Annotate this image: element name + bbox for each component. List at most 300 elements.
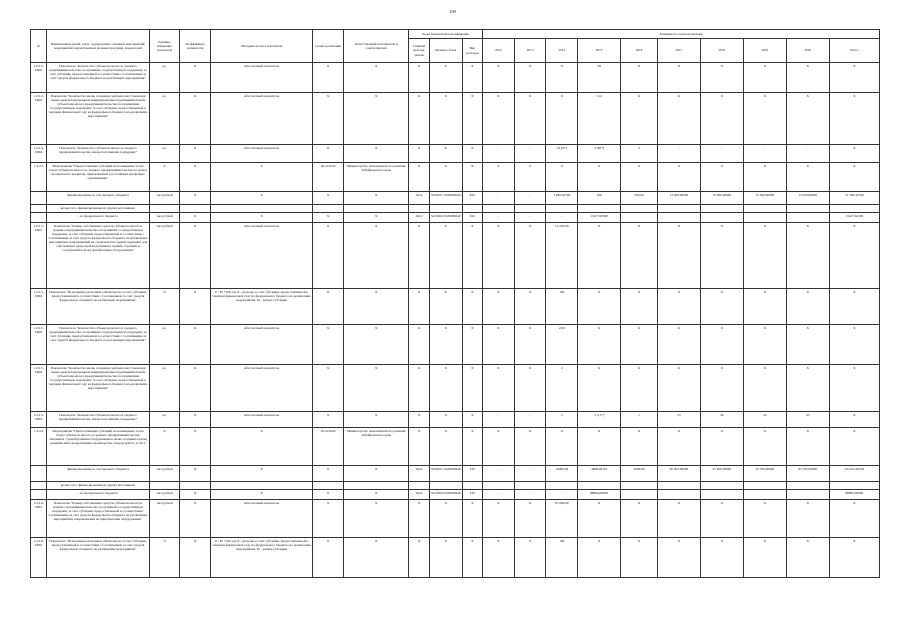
table-row bbox=[31, 325, 880, 365]
row-target: 5415064 0320280640 bbox=[429, 490, 462, 500]
row-total: X bbox=[829, 365, 879, 412]
row-year-value: 100 bbox=[546, 289, 578, 325]
col-values-group: Значения по годам реализации bbox=[483, 30, 880, 39]
col-resp: Ответственный исполнитель и соисполнители bbox=[343, 30, 408, 63]
row-year-value: X bbox=[743, 365, 786, 412]
row-year-value bbox=[621, 482, 658, 490]
table-row bbox=[31, 192, 880, 205]
row-year-value bbox=[514, 482, 546, 490]
row-code bbox=[31, 482, 47, 490]
row-method bbox=[210, 482, 312, 490]
row-year-value: 1 bbox=[621, 412, 658, 428]
row-year-value: 2,00 bbox=[546, 325, 578, 365]
row-year-value: 2 bbox=[546, 365, 578, 412]
row-year-value: 12 000,00000 bbox=[700, 192, 743, 205]
table-row bbox=[31, 213, 880, 223]
row-year-value: - bbox=[483, 490, 515, 500]
row-chief: X bbox=[409, 223, 429, 289]
row-term: X bbox=[313, 223, 344, 289]
row-year-value: X bbox=[743, 63, 786, 93]
row-year-value bbox=[657, 482, 700, 490]
row-coef: X bbox=[180, 412, 211, 428]
row-code bbox=[31, 466, 47, 482]
row-year-value: - bbox=[514, 192, 546, 205]
row-year-value: X bbox=[657, 538, 700, 578]
row-resp: X bbox=[343, 289, 408, 325]
row-exp: 810 bbox=[462, 466, 482, 482]
row-year-value: X bbox=[621, 325, 658, 365]
row-exp: X bbox=[462, 365, 482, 412]
row-year-value: 53 795,00000 bbox=[743, 466, 786, 482]
page-number: 109 bbox=[449, 9, 456, 14]
row-term: X bbox=[313, 145, 344, 163]
row-code bbox=[31, 205, 47, 213]
col-year: 2020 bbox=[786, 39, 829, 63]
row-exp: X bbox=[462, 538, 482, 578]
row-term: X bbox=[313, 466, 344, 482]
row-year-value: X bbox=[700, 428, 743, 466]
col-target: Целевая статья bbox=[429, 39, 462, 63]
row-year-value: X bbox=[483, 223, 515, 289]
row-target: X bbox=[429, 163, 462, 192]
row-year-value: X bbox=[546, 428, 578, 466]
row-term: X bbox=[313, 538, 344, 578]
row-coef: X bbox=[180, 466, 211, 482]
row-year-value: 19 (6*) bbox=[546, 145, 578, 163]
row-year-value: X bbox=[621, 365, 658, 412]
row-total: 221615,26316 bbox=[829, 466, 879, 482]
row-target: X bbox=[429, 223, 462, 289]
row-year-value bbox=[700, 213, 743, 223]
row-year-value: X bbox=[743, 538, 786, 578]
row-unit bbox=[149, 482, 180, 490]
row-term: 2014-2020 bbox=[313, 163, 344, 192]
row-year-value: - bbox=[514, 213, 546, 223]
row-year-value: X bbox=[657, 428, 700, 466]
row-resp bbox=[343, 482, 408, 490]
row-year-value: X bbox=[743, 325, 786, 365]
row-year-value: 63 795,00000 bbox=[786, 466, 829, 482]
row-exp: 810 bbox=[462, 213, 482, 223]
row-target: X bbox=[429, 365, 462, 412]
row-exp bbox=[462, 482, 482, 490]
row-name: - из федерального бюджета bbox=[47, 213, 149, 223]
row-code bbox=[31, 490, 47, 500]
row-year-value: X bbox=[483, 538, 515, 578]
row-unit: тыс.рублей bbox=[149, 223, 180, 289]
row-year-value: X bbox=[657, 365, 700, 412]
row-year-value: X bbox=[700, 63, 743, 93]
row-year-value: 88900,00000 bbox=[578, 490, 621, 500]
row-resp: X bbox=[343, 145, 408, 163]
row-total: X bbox=[829, 163, 879, 192]
row-name: Показатель "Исполнение расходных обязательств за счет субсидии, предоставленной в соответствии с Соглашением за счет средств федерального бюджета на реализацию мероприятия" bbox=[47, 289, 149, 325]
col-year: 2013 bbox=[514, 39, 546, 63]
row-method: Абсолютный показатель bbox=[210, 223, 312, 289]
row-year-value: 45 bbox=[743, 412, 786, 428]
row-term bbox=[313, 482, 344, 490]
row-year-value: - bbox=[514, 412, 546, 428]
row-term: X bbox=[313, 192, 344, 205]
row-unit bbox=[149, 205, 180, 213]
row-year-value: X bbox=[483, 500, 515, 538]
row-target: X bbox=[429, 500, 462, 538]
header-row-1 bbox=[31, 30, 880, 39]
row-year-value: X bbox=[700, 289, 743, 325]
row-total: X bbox=[829, 428, 879, 466]
row-year-value: - bbox=[483, 213, 515, 223]
row-total: X bbox=[829, 289, 879, 325]
row-exp: X bbox=[462, 428, 482, 466]
row-method bbox=[210, 205, 312, 213]
row-chief: 0412 bbox=[409, 490, 429, 500]
row-target: X bbox=[429, 412, 462, 428]
row-year-value: - bbox=[483, 466, 515, 482]
row-coef: X bbox=[180, 213, 211, 223]
row-year-value: X bbox=[483, 325, 515, 365]
row-chief: X bbox=[409, 145, 429, 163]
row-unit: тыс.рублей bbox=[149, 192, 180, 205]
row-year-value: - bbox=[514, 466, 546, 482]
row-resp: Министерство экономического развития Забайкальского края bbox=[343, 163, 408, 192]
row-year-value: 47 050,00000 bbox=[700, 466, 743, 482]
table-row bbox=[31, 93, 880, 145]
row-total: X bbox=[829, 500, 879, 538]
row-year-value: 40 bbox=[700, 412, 743, 428]
row-unit: % bbox=[149, 289, 180, 325]
row-year-value: X bbox=[700, 93, 743, 145]
row-total: X bbox=[829, 93, 879, 145]
row-total: 51 582,42700 bbox=[829, 192, 879, 205]
row-unit: X bbox=[149, 428, 180, 466]
row-unit: тыс.рублей bbox=[149, 500, 180, 538]
row-target: X bbox=[429, 63, 462, 93]
row-chief: X bbox=[409, 412, 429, 428]
row-resp: X bbox=[343, 93, 408, 145]
row-coef: X bbox=[180, 289, 211, 325]
row-year-value: 45 bbox=[786, 412, 829, 428]
row-year-value: X bbox=[700, 538, 743, 578]
row-unit: тыс.рублей bbox=[149, 213, 180, 223]
row-year-value bbox=[743, 490, 786, 500]
row-method: X bbox=[210, 466, 312, 482]
row-name: Мероприятие "Предоставление субсидий на возмещение части затрат субъектов малого и среднего предпринимательства, связанных с приобретением оборудования в целях создания и (или) развития либо модернизации производства товаров (работ, услуг)" bbox=[47, 428, 149, 466]
row-year-value: X bbox=[546, 63, 578, 93]
row-coef: X bbox=[180, 500, 211, 538]
row-year-value: 2 bbox=[621, 145, 658, 163]
table-row bbox=[31, 223, 880, 289]
row-resp: X bbox=[343, 490, 408, 500]
row-term: X bbox=[313, 213, 344, 223]
row-year-value: X bbox=[621, 428, 658, 466]
row-chief: X bbox=[409, 500, 429, 538]
row-year-value: X bbox=[700, 365, 743, 412]
row-year-value: 40 303,00000 bbox=[657, 466, 700, 482]
row-target: X bbox=[429, 428, 462, 466]
row-coef: X bbox=[180, 63, 211, 93]
row-year-value: X bbox=[514, 325, 546, 365]
row-method: Абсолютный показатель bbox=[210, 500, 312, 538]
row-year-value: X bbox=[657, 325, 700, 365]
row-coef: X bbox=[180, 192, 211, 205]
row-year-value bbox=[700, 490, 743, 500]
col-year: 2018 bbox=[700, 39, 743, 63]
row-method: X bbox=[210, 428, 312, 466]
row-year-value bbox=[621, 205, 658, 213]
row-year-value: 87 600,00 bbox=[546, 500, 578, 538]
row-year-value: X bbox=[483, 428, 515, 466]
row-year-value: X bbox=[786, 289, 829, 325]
row-resp: X bbox=[343, 500, 408, 538]
row-code: 1.2.2.5-ПМ5 bbox=[31, 412, 47, 428]
row-total: X bbox=[829, 63, 879, 93]
row-year-value bbox=[483, 205, 515, 213]
col-coef: Коэффициент значимости bbox=[180, 30, 211, 63]
row-year-value: 3 (85*) bbox=[578, 145, 621, 163]
row-exp: X bbox=[462, 500, 482, 538]
row-term: X bbox=[313, 325, 344, 365]
table-row bbox=[31, 428, 880, 466]
row-year-value: X bbox=[621, 289, 658, 325]
row-year-value: 4668,26316 bbox=[578, 466, 621, 482]
row-resp bbox=[343, 205, 408, 213]
row-method: P / Ps *100, где P - расходы за счет субсидии, предоставленной в текущем финансовом году из федерального бюджета на реализацию мероприятия, Ps - размер субсидии bbox=[210, 289, 312, 325]
table-row bbox=[31, 365, 880, 412]
row-year-value bbox=[700, 482, 743, 490]
row-resp: X bbox=[343, 223, 408, 289]
row-year-value: X bbox=[514, 365, 546, 412]
row-year-value bbox=[546, 482, 578, 490]
row-year-value: 13 500,00000 bbox=[657, 192, 700, 205]
row-year-value: X bbox=[546, 163, 578, 192]
table-row bbox=[31, 205, 880, 213]
row-exp: X bbox=[462, 325, 482, 365]
row-year-value: X bbox=[621, 63, 658, 93]
row-year-value: X bbox=[621, 163, 658, 192]
row-year-value: X bbox=[621, 223, 658, 289]
row-name: Показатель "Исполнение расходных обязательств за счет субсидии, предоставленной в соответствии с Соглашением за счет средств федерального бюджета на реализацию мероприятия" bbox=[47, 538, 149, 578]
row-name: Показатель "Количество субъектов малого и среднего предпринимательства, получивших государственную поддержку за счет субсидии, предоставленной в соответствии с Соглашением за счет средств федерального бюджета на реализацию мероприятия" bbox=[47, 63, 149, 93]
row-method: Абсолютный показатель bbox=[210, 412, 312, 428]
row-exp: 810 bbox=[462, 192, 482, 205]
row-year-value bbox=[621, 490, 658, 500]
table-row bbox=[31, 163, 880, 192]
row-term: 2014-2020 bbox=[313, 428, 344, 466]
row-year-value: X bbox=[786, 365, 829, 412]
row-name: Показатель "Количество субъектов малого и среднего предпринимательства, вновь получивших поддержку" bbox=[47, 145, 149, 163]
row-year-value bbox=[700, 205, 743, 213]
row-year-value: X bbox=[578, 500, 621, 538]
row-target: 5228101 0320280640 bbox=[429, 192, 462, 205]
row-chief bbox=[409, 205, 429, 213]
row-exp: X bbox=[462, 223, 482, 289]
table-row bbox=[31, 538, 880, 578]
row-year-value: 14 250,00 bbox=[546, 223, 578, 289]
row-year-value: X bbox=[514, 63, 546, 93]
row-year-value: X bbox=[483, 289, 515, 325]
row-code: 1.2.2.5-ПМ3 bbox=[31, 325, 47, 365]
row-year-value: - bbox=[657, 145, 700, 163]
col-year: 2012 bbox=[483, 39, 515, 63]
row-year-value: X bbox=[514, 93, 546, 145]
row-target bbox=[429, 205, 462, 213]
row-chief: X bbox=[409, 93, 429, 145]
row-year-value: X bbox=[657, 223, 700, 289]
row-year-value: - bbox=[514, 490, 546, 500]
table-row bbox=[31, 63, 880, 93]
col-budget-group: Коды бюджетной классификации bbox=[409, 30, 483, 39]
row-exp bbox=[462, 205, 482, 213]
row-chief: X bbox=[409, 325, 429, 365]
row-chief: X bbox=[409, 289, 429, 325]
row-coef: X bbox=[180, 428, 211, 466]
row-exp: X bbox=[462, 289, 482, 325]
table-row bbox=[31, 412, 880, 428]
row-resp: X bbox=[343, 365, 408, 412]
row-year-value: X bbox=[578, 163, 621, 192]
row-year-value: X bbox=[514, 163, 546, 192]
row-year-value: 10000,00 bbox=[546, 466, 578, 482]
row-year-value: X bbox=[514, 289, 546, 325]
row-year-value: X bbox=[786, 538, 829, 578]
row-year-value: X bbox=[621, 538, 658, 578]
row-method: X bbox=[210, 192, 312, 205]
row-code: 1.2.2.4-ПМ4 bbox=[31, 145, 47, 163]
row-name: Мероприятие "Предоставление субсидий на возмещение части затрат субъектов малого и среднего предпринимательства на уплату процентов по кредитам, привлеченным в российских кредитных организациях" bbox=[47, 163, 149, 192]
row-year-value: - bbox=[514, 145, 546, 163]
row-target: 5415064 0320280640 bbox=[429, 213, 462, 223]
row-year-value: 2000,00 bbox=[621, 466, 658, 482]
row-year-value: 48 bbox=[578, 63, 621, 93]
row-code: 1.2.2.5-ПМ4 bbox=[31, 365, 47, 412]
row-year-value: 13 500,00000 bbox=[786, 192, 829, 205]
row-target bbox=[429, 482, 462, 490]
row-year-value bbox=[657, 213, 700, 223]
row-unit: ед. bbox=[149, 412, 180, 428]
row-target: X bbox=[429, 289, 462, 325]
row-target: X bbox=[429, 538, 462, 578]
row-chief: X bbox=[409, 163, 429, 192]
row-code: 1.2.2.4-ПМ2 bbox=[31, 63, 47, 93]
row-year-value: X bbox=[483, 63, 515, 93]
row-year-value: X bbox=[514, 538, 546, 578]
row-year-value bbox=[578, 482, 621, 490]
row-year-value: 1 082,42700 bbox=[546, 192, 578, 205]
row-unit: ед. bbox=[149, 145, 180, 163]
row-term bbox=[313, 205, 344, 213]
row-year-value bbox=[743, 213, 786, 223]
row-year-value: X bbox=[786, 500, 829, 538]
col-chief: Главный распоря-дитель bbox=[409, 39, 429, 63]
col-term: Сроки реализации bbox=[313, 30, 344, 63]
row-target: 5228101 0320280640 bbox=[429, 466, 462, 482]
row-term: X bbox=[313, 490, 344, 500]
table-row bbox=[31, 490, 880, 500]
row-total: X bbox=[829, 325, 879, 365]
row-year-value: X bbox=[578, 428, 621, 466]
row-code: 1.2.2.5-ПМ1 bbox=[31, 223, 47, 289]
row-total: X bbox=[829, 412, 879, 428]
row-year-value: - bbox=[786, 145, 829, 163]
row-year-value bbox=[786, 205, 829, 213]
row-year-value: X bbox=[578, 289, 621, 325]
row-coef: X bbox=[180, 365, 211, 412]
row-year-value bbox=[657, 490, 700, 500]
row-resp: X bbox=[343, 538, 408, 578]
row-chief: 0412 bbox=[409, 192, 429, 205]
row-year-value bbox=[621, 213, 658, 223]
row-unit: ед. bbox=[149, 365, 180, 412]
row-name: Показатель "Размер собственных средств субъектов малого и среднего предпринимательства, получивших государственную поддержку за счет субсидии, предоставленной в соответствии с Соглашением за счет средств федерального бюджета на реализацию мероприятия, направленный на приобретение оборудования" bbox=[47, 500, 149, 538]
row-resp: X bbox=[343, 213, 408, 223]
row-chief: 0412 bbox=[409, 213, 429, 223]
row-unit: ед. bbox=[149, 325, 180, 365]
row-year-value: X bbox=[578, 365, 621, 412]
row-year-value: 1 (11*) bbox=[578, 412, 621, 428]
row-year-value: - bbox=[483, 145, 515, 163]
row-year-value: X bbox=[700, 500, 743, 538]
row-coef: X bbox=[180, 325, 211, 365]
row-chief: X bbox=[409, 365, 429, 412]
row-year-value: X bbox=[483, 163, 515, 192]
row-name: финансирование за счет краевого бюджета bbox=[47, 192, 149, 205]
row-year-value: X bbox=[786, 163, 829, 192]
row-code: 1.2.2.6 bbox=[31, 428, 47, 466]
row-coef: X bbox=[180, 223, 211, 289]
row-coef: X bbox=[180, 490, 211, 500]
col-method: Методика расчета показателя bbox=[210, 30, 312, 63]
row-year-value: X bbox=[786, 428, 829, 466]
col-num: № bbox=[31, 30, 47, 63]
row-year-value bbox=[743, 205, 786, 213]
row-chief: X bbox=[409, 538, 429, 578]
row-year-value: X bbox=[621, 500, 658, 538]
row-total bbox=[829, 205, 879, 213]
row-coef: X bbox=[180, 163, 211, 192]
row-year-value bbox=[786, 213, 829, 223]
row-year-value: X bbox=[743, 428, 786, 466]
row-name: Показатель "Количество вновь созданных рабочих мест (включая вновь зарегистрированных индивидуальных предпринимателей) субъектами малого предпринимательства, получившими государственную поддержку за счет субсидии, предоставленной в текущем финансовом году из федерального бюджета на реализацию мероприятия" bbox=[47, 93, 149, 145]
row-year-value: X bbox=[786, 223, 829, 289]
row-unit: ед. bbox=[149, 93, 180, 145]
col-total: Итого bbox=[829, 39, 879, 63]
row-year-value: - bbox=[483, 192, 515, 205]
row-coef: X bbox=[180, 93, 211, 145]
row-year-value bbox=[657, 205, 700, 213]
row-coef bbox=[180, 482, 211, 490]
row-year-value: 13 500,00000 bbox=[743, 192, 786, 205]
row-year-value bbox=[483, 482, 515, 490]
row-year-value: X bbox=[743, 93, 786, 145]
row-year-value: 3 bbox=[546, 412, 578, 428]
row-coef: X bbox=[180, 145, 211, 163]
row-unit: % bbox=[149, 538, 180, 578]
row-code: 1.2.2.6-ПМ2 bbox=[31, 538, 47, 578]
row-year-value: 100 bbox=[546, 538, 578, 578]
col-year: 2015 bbox=[578, 39, 621, 63]
row-unit: тыс.рублей bbox=[149, 466, 180, 482]
col-unit: Единица измерения показателя bbox=[149, 30, 180, 63]
row-method: Абсолютный показатель bbox=[210, 63, 312, 93]
row-year-value: X bbox=[743, 163, 786, 192]
row-year-value: X bbox=[743, 500, 786, 538]
row-year-value bbox=[786, 482, 829, 490]
row-term: X bbox=[313, 412, 344, 428]
row-method: X bbox=[210, 490, 312, 500]
row-year-value: X bbox=[483, 93, 515, 145]
row-unit: тыс.рублей bbox=[149, 490, 180, 500]
row-method: Абсолютный показатель bbox=[210, 325, 312, 365]
